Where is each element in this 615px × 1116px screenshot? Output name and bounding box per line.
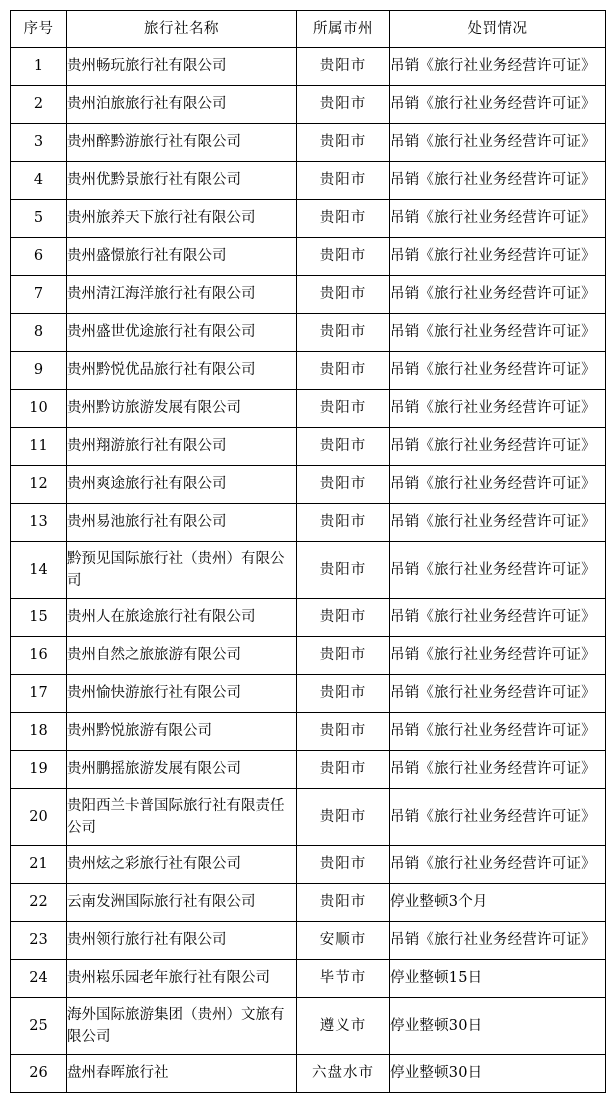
table-row: [11, 86, 606, 124]
city-cell: 贵阳市: [297, 466, 390, 504]
table-row: [11, 390, 606, 428]
row-index-cell: 18: [11, 713, 67, 751]
row-index-cell: 4: [11, 162, 67, 200]
row-index-cell: 1: [11, 48, 67, 86]
table-row: [11, 922, 606, 960]
city-cell: 贵阳市: [297, 200, 390, 238]
table-row: [11, 1055, 606, 1093]
table-row: [11, 428, 606, 466]
column-header-index: 序号: [11, 11, 67, 48]
table-row: [11, 789, 606, 846]
table-row: [11, 713, 606, 751]
row-index-cell: 21: [11, 846, 67, 884]
penalty-cell: 吊销《旅行社业务经营许可证》: [390, 200, 606, 238]
city-cell: 贵阳市: [297, 428, 390, 466]
agency-name-cell: 贵州盛世优途旅行社有限公司: [67, 314, 297, 352]
penalty-cell: 吊销《旅行社业务经营许可证》: [390, 713, 606, 751]
agency-name-cell: 贵阳西兰卡普国际旅行社有限责任公司: [67, 789, 297, 846]
city-cell: 贵阳市: [297, 713, 390, 751]
agency-name-cell: 贵州鹏摇旅游发展有限公司: [67, 751, 297, 789]
row-index-cell: 7: [11, 276, 67, 314]
table-row: [11, 637, 606, 675]
row-index-cell: 12: [11, 466, 67, 504]
penalty-cell: 吊销《旅行社业务经营许可证》: [390, 675, 606, 713]
agency-name-cell: 贵州畅玩旅行社有限公司: [67, 48, 297, 86]
table-row: [11, 542, 606, 599]
agency-name-cell: 贵州清江海洋旅行社有限公司: [67, 276, 297, 314]
penalty-cell: 吊销《旅行社业务经营许可证》: [390, 124, 606, 162]
row-index-cell: 16: [11, 637, 67, 675]
table-row: [11, 998, 606, 1055]
penalty-cell: 吊销《旅行社业务经营许可证》: [390, 789, 606, 846]
penalty-cell: 吊销《旅行社业务经营许可证》: [390, 504, 606, 542]
row-index-cell: 6: [11, 238, 67, 276]
table-row: [11, 124, 606, 162]
row-index-cell: 19: [11, 751, 67, 789]
city-cell: 贵阳市: [297, 352, 390, 390]
row-index-cell: 14: [11, 542, 67, 599]
table-row: [11, 48, 606, 86]
city-cell: 贵阳市: [297, 314, 390, 352]
city-cell: 贵阳市: [297, 542, 390, 599]
agency-name-cell: 贵州领行旅行社有限公司: [67, 922, 297, 960]
row-index-cell: 13: [11, 504, 67, 542]
penalty-cell: 吊销《旅行社业务经营许可证》: [390, 352, 606, 390]
penalty-cell: 吊销《旅行社业务经营许可证》: [390, 238, 606, 276]
row-index-cell: 17: [11, 675, 67, 713]
city-cell: 贵阳市: [297, 276, 390, 314]
agency-name-cell: 贵州黔访旅游发展有限公司: [67, 390, 297, 428]
table-row: [11, 314, 606, 352]
agency-name-cell: 贵州泊旅旅行社有限公司: [67, 86, 297, 124]
row-index-cell: 3: [11, 124, 67, 162]
penalty-cell: 吊销《旅行社业务经营许可证》: [390, 751, 606, 789]
agency-name-cell: 贵州优黔景旅行社有限公司: [67, 162, 297, 200]
city-cell: 贵阳市: [297, 124, 390, 162]
city-cell: 贵阳市: [297, 751, 390, 789]
table-row: [11, 352, 606, 390]
agency-name-cell: 贵州自然之旅旅游有限公司: [67, 637, 297, 675]
table-row: [11, 675, 606, 713]
city-cell: 贵阳市: [297, 637, 390, 675]
row-index-cell: 5: [11, 200, 67, 238]
penalty-cell: 吊销《旅行社业务经营许可证》: [390, 48, 606, 86]
table-row: [11, 960, 606, 998]
table-row: [11, 504, 606, 542]
table-row: [11, 276, 606, 314]
city-cell: 六盘水市: [297, 1055, 390, 1093]
agency-name-cell: 贵州爽途旅行社有限公司: [67, 466, 297, 504]
agency-name-cell: 盘州春晖旅行社: [67, 1055, 297, 1093]
agency-name-cell: 海外国际旅游集团（贵州）文旅有限公司: [67, 998, 297, 1055]
agency-name-cell: 贵州醉黔游旅行社有限公司: [67, 124, 297, 162]
row-index-cell: 2: [11, 86, 67, 124]
city-cell: 贵阳市: [297, 846, 390, 884]
table-header: [11, 11, 606, 48]
penalty-cell: 吊销《旅行社业务经营许可证》: [390, 276, 606, 314]
city-cell: 贵阳市: [297, 884, 390, 922]
row-index-cell: 26: [11, 1055, 67, 1093]
city-cell: 贵阳市: [297, 599, 390, 637]
table-row: [11, 200, 606, 238]
agency-name-cell: 贵州炫之彩旅行社有限公司: [67, 846, 297, 884]
table-row: [11, 466, 606, 504]
penalty-cell: 吊销《旅行社业务经营许可证》: [390, 599, 606, 637]
row-index-cell: 11: [11, 428, 67, 466]
agency-name-cell: 贵州崧乐园老年旅行社有限公司: [67, 960, 297, 998]
penalty-table: [10, 10, 606, 1093]
penalty-cell: 吊销《旅行社业务经营许可证》: [390, 162, 606, 200]
city-cell: 贵阳市: [297, 675, 390, 713]
table-body: [11, 48, 606, 1093]
agency-name-cell: 云南发洲国际旅行社有限公司: [67, 884, 297, 922]
row-index-cell: 9: [11, 352, 67, 390]
row-index-cell: 22: [11, 884, 67, 922]
agency-name-cell: 贵州旅养天下旅行社有限公司: [67, 200, 297, 238]
penalty-cell: 吊销《旅行社业务经营许可证》: [390, 846, 606, 884]
city-cell: 贵阳市: [297, 48, 390, 86]
penalty-cell: 吊销《旅行社业务经营许可证》: [390, 542, 606, 599]
agency-name-cell: 贵州愉快游旅行社有限公司: [67, 675, 297, 713]
penalty-cell: 吊销《旅行社业务经营许可证》: [390, 466, 606, 504]
row-index-cell: 23: [11, 922, 67, 960]
city-cell: 贵阳市: [297, 789, 390, 846]
city-cell: 贵阳市: [297, 390, 390, 428]
row-index-cell: 20: [11, 789, 67, 846]
column-header-city: 所属市州: [297, 11, 390, 48]
city-cell: 贵阳市: [297, 238, 390, 276]
table-row: [11, 238, 606, 276]
penalty-cell: 吊销《旅行社业务经营许可证》: [390, 428, 606, 466]
agency-name-cell: 贵州翔游旅行社有限公司: [67, 428, 297, 466]
penalty-cell: 吊销《旅行社业务经营许可证》: [390, 86, 606, 124]
agency-name-cell: 贵州盛憬旅行社有限公司: [67, 238, 297, 276]
row-index-cell: 10: [11, 390, 67, 428]
city-cell: 贵阳市: [297, 162, 390, 200]
agency-name-cell: 黔预见国际旅行社（贵州）有限公司: [67, 542, 297, 599]
table-header-row: [11, 11, 606, 48]
agency-name-cell: 贵州黔悦优品旅行社有限公司: [67, 352, 297, 390]
city-cell: 安顺市: [297, 922, 390, 960]
table-row: [11, 599, 606, 637]
penalty-cell: 吊销《旅行社业务经营许可证》: [390, 922, 606, 960]
city-cell: 遵义市: [297, 998, 390, 1055]
column-header-name: 旅行社名称: [67, 11, 297, 48]
penalty-cell: 停业整顿3个月: [390, 884, 606, 922]
table-row: [11, 751, 606, 789]
penalty-cell: 吊销《旅行社业务经营许可证》: [390, 390, 606, 428]
agency-name-cell: 贵州黔悦旅游有限公司: [67, 713, 297, 751]
city-cell: 毕节市: [297, 960, 390, 998]
city-cell: 贵阳市: [297, 504, 390, 542]
row-index-cell: 25: [11, 998, 67, 1055]
row-index-cell: 24: [11, 960, 67, 998]
penalty-cell: 吊销《旅行社业务经营许可证》: [390, 637, 606, 675]
table-row: [11, 162, 606, 200]
penalty-cell: 停业整顿30日: [390, 1055, 606, 1093]
row-index-cell: 8: [11, 314, 67, 352]
column-header-penalty: 处罚情况: [390, 11, 606, 48]
agency-name-cell: 贵州易池旅行社有限公司: [67, 504, 297, 542]
penalty-cell: 停业整顿30日: [390, 998, 606, 1055]
penalty-cell: 吊销《旅行社业务经营许可证》: [390, 314, 606, 352]
city-cell: 贵阳市: [297, 86, 390, 124]
table-row: [11, 884, 606, 922]
row-index-cell: 15: [11, 599, 67, 637]
table-row: [11, 846, 606, 884]
penalty-cell: 停业整顿15日: [390, 960, 606, 998]
agency-name-cell: 贵州人在旅途旅行社有限公司: [67, 599, 297, 637]
